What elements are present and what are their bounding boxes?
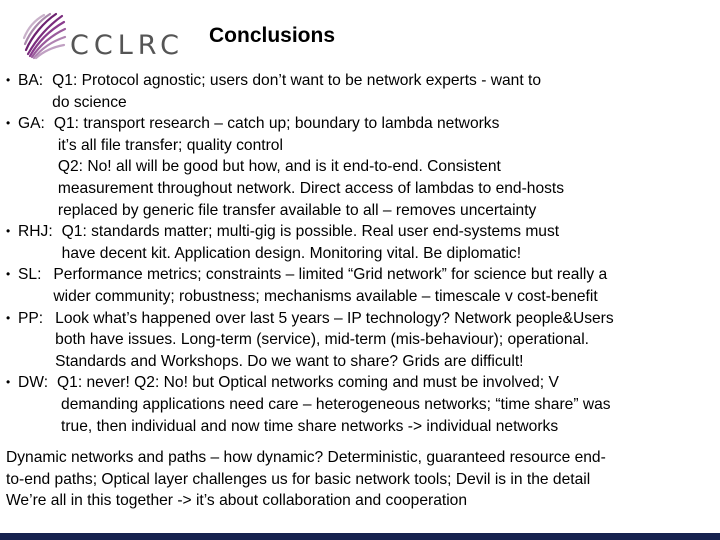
- bullet-speaker: SL:: [18, 266, 42, 284]
- bullet-line: Q1: Protocol agnostic; users don’t want to be network experts - want to: [52, 72, 541, 89]
- bullet-text: [55, 308, 718, 373]
- bullet-line: Q1: transport research – catch up; boundary to lambda networks: [53, 115, 500, 133]
- bullet-item: [6, 221, 718, 264]
- bullet-line: Q1: never! Q2: No! but Optical networks coming and must be involved; V: [57, 374, 559, 392]
- bullet-text: [52, 70, 718, 113]
- summary-line: Dynamic networks and paths – how dynamic? Deterministic, guaranteed resource end-: [6, 449, 606, 466]
- bullet-dot-icon: •: [6, 267, 11, 282]
- bullet-line: Standards and Workshops. Do we want to share? Grids are difficult!: [55, 352, 524, 370]
- bullet-line: have decent kit. Application design. Monitoring vital. Be diplomatic!: [61, 244, 522, 262]
- bullet-dot-icon: •: [6, 73, 11, 87]
- bullet-line: measurement throughout network. Direct access of lambdas to end-hosts: [57, 179, 565, 197]
- bullet-line: wider community; robustness; mechanisms available – timescale v cost-benefit: [53, 287, 598, 305]
- logo-text: CCLRC: [70, 30, 185, 61]
- bullet-line: it’s all file transfer; quality control: [57, 136, 283, 154]
- bullet-dot-icon: •: [6, 375, 11, 390]
- bullet-speaker: GA:: [18, 115, 45, 133]
- bullet-line: Performance metrics; constraints – limited “Grid network” for science but really a: [53, 266, 608, 284]
- bullet-item: [6, 70, 718, 113]
- cclrc-swirl-logo-icon: [22, 10, 68, 60]
- bullet-speaker: PP:: [18, 309, 44, 327]
- bullet-line: both have issues. Long-term (service), mid-term (mis-behaviour); operational.: [55, 331, 589, 349]
- bullet-item: [6, 308, 718, 373]
- bullet-speaker: RHJ:: [18, 223, 53, 241]
- bullet-text: [62, 221, 718, 264]
- bullet-speaker: DW:: [18, 374, 49, 392]
- cclrc-logo: [22, 10, 185, 66]
- bullet-line: true, then individual and now time share networks -> individual networks: [61, 417, 559, 435]
- bullet-text: [57, 372, 718, 437]
- bullet-list: [6, 70, 718, 437]
- bullet-item: [6, 372, 718, 437]
- bullet-text: [54, 113, 718, 221]
- bullet-line: Look what’s happened over last 5 years – IP technology? Network people&Users: [55, 309, 614, 327]
- bullet-item: [6, 113, 718, 221]
- bullet-line: Q2: No! all will be good but how, and is it end-to-end. Consistent: [57, 158, 501, 176]
- bullet-line: do science: [52, 93, 127, 111]
- footer-bar: [0, 533, 720, 540]
- summary-line: We’re all in this together -> it’s about collaboration and cooperation: [6, 492, 468, 510]
- bullet-dot-icon: •: [6, 116, 11, 131]
- bullet-line: replaced by generic file transfer available to all – removes uncertainty: [57, 201, 537, 219]
- summary-line: to-end paths; Optical layer challenges us for basic network tools; Devil is in the detail: [6, 470, 591, 488]
- summary-paragraph: [6, 447, 606, 512]
- bullet-text: [53, 264, 718, 307]
- bullet-speaker: BA:: [18, 72, 44, 89]
- bullet-item: [6, 264, 718, 307]
- bullet-dot-icon: •: [6, 224, 11, 239]
- bullet-line: demanding applications need care – heterogeneous networks; “time share” was: [61, 395, 611, 413]
- bullet-dot-icon: •: [6, 310, 11, 325]
- page-title: Conclusions: [209, 24, 336, 47]
- bullet-line: Q1: standards matter; multi-gig is possible. Real user end-systems must: [61, 223, 560, 241]
